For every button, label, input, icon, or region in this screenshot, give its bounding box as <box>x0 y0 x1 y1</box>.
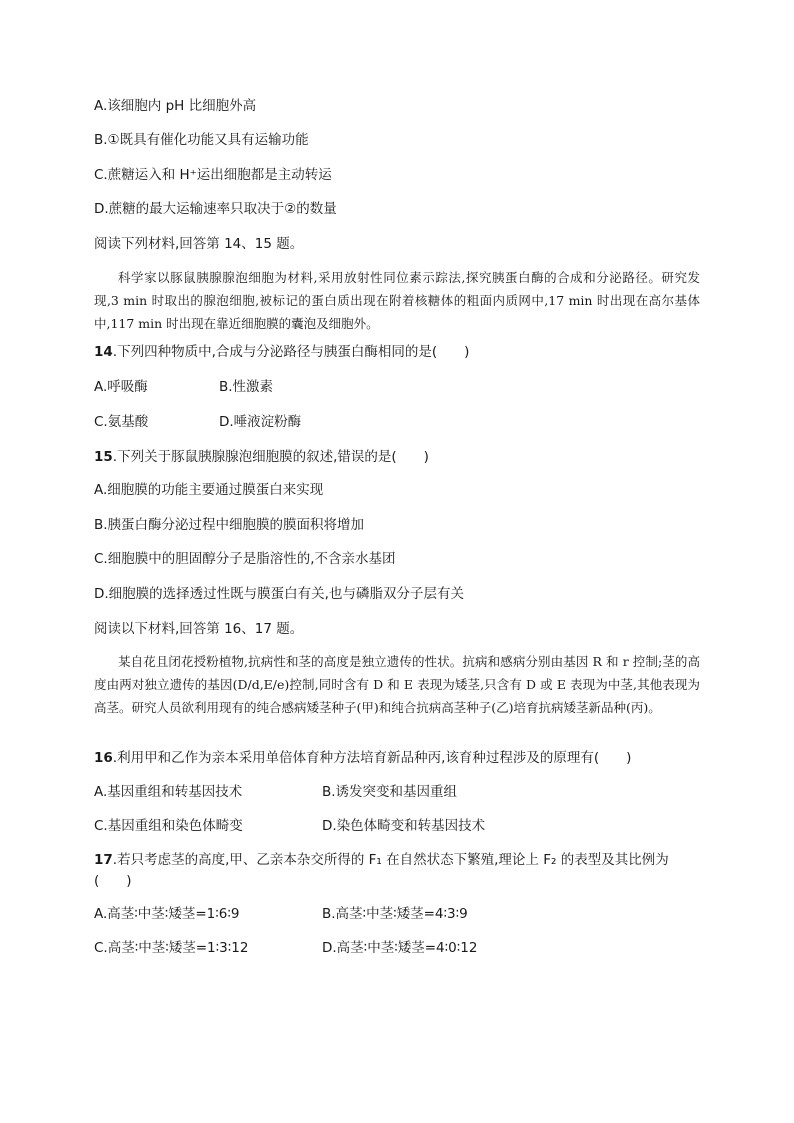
q14-text: .下列四种物质中,合成与分泌路径与胰蛋白酶相同的是( ) <box>112 344 470 360</box>
q17-option-b: B.高茎∶中茎∶矮茎=4∶3∶9 <box>322 906 468 922</box>
material-passage-2: 某自花且闭花授粉植物,抗病性和茎的高度是独立遗传的性状。抗病和感病分别由基因 R 和 r 控制;茎的高度由两对独立遗传的基因(D/d,E/e)控制,同时含有 D 和 E 表现为矮茎,只含有 D 或 E 表现为中茎,其他表现为高茎。研究人员欲利用现有的纯合感病矮茎种子(甲)和纯合抗病高茎种子(乙)培育抗病矮茎新品种(丙)。 <box>94 654 700 715</box>
q13-option-d: D.蔗糖的最大运输速率只取决于②的数量 <box>94 201 337 217</box>
q17-number: 17 <box>94 852 113 868</box>
material-passage-1: 科学家以豚鼠胰腺腺泡细胞为材料,采用放射性同位素示踪法,探究胰蛋白酶的合成和分泌路径。研究发现,3 min 时取出的腺泡细胞,被标记的蛋白质出现在附着核糖体的粗面内质网中,17 min 时出现在高尔基体中,117 min 时出现在靠近细胞膜的囊泡及细胞外。 <box>94 270 700 331</box>
q17-answer-blank: ( ) <box>94 873 132 889</box>
q14-option-c: C.氨基酸 <box>94 414 149 430</box>
q15-option-c: C.细胞膜中的胆固醇分子是脂溶性的,不含亲水基团 <box>94 551 396 567</box>
q15-option-a: A.细胞膜的功能主要通过膜蛋白来实现 <box>94 482 324 498</box>
material-intro-14-15: 阅读下列材料,回答第 14、15 题。 <box>94 236 304 252</box>
q14-option-a: A.呼吸酶 <box>94 379 148 395</box>
q14-option-d: D.唾液淀粉酶 <box>219 414 302 430</box>
q15-text: .下列关于豚鼠胰腺腺泡细胞膜的叙述,错误的是( ) <box>112 449 429 465</box>
q16-option-d: D.染色体畸变和转基因技术 <box>322 818 486 834</box>
q16-number: 16 <box>94 750 113 766</box>
q13-option-a: A.该细胞内 pH 比细胞外高 <box>94 98 257 114</box>
q17-option-a: A.高茎∶中茎∶矮茎=1∶6∶9 <box>94 906 240 922</box>
q16-stem <box>94 749 631 767</box>
q15-option-d: D.细胞膜的选择透过性既与膜蛋白有关,也与磷脂双分子层有关 <box>94 586 464 602</box>
q14-option-b: B.性激素 <box>219 379 274 395</box>
q15-option-b: B.胰蛋白酶分泌过程中细胞膜的膜面积将增加 <box>94 517 365 533</box>
q16-text: .利用甲和乙作为亲本采用单倍体育种方法培育新品种丙,该育种过程涉及的原理有( ) <box>112 750 632 766</box>
q17-text: .若只考虑茎的高度,甲、乙亲本杂交所得的 F₁ 在自然状态下繁殖,理论上 F₂ 的表型及其比例为 <box>112 852 669 868</box>
q13-option-c: C.蔗糖运入和 H⁺运出细胞都是主动转运 <box>94 167 332 183</box>
q13-option-b: B.①既具有催化功能又具有运输功能 <box>94 132 309 148</box>
q16-option-a: A.基因重组和转基因技术 <box>94 784 243 800</box>
q17-stem <box>94 851 669 869</box>
q16-option-c: C.基因重组和染色体畸变 <box>94 818 243 834</box>
q15-stem <box>94 448 429 466</box>
q15-number: 15 <box>94 449 113 465</box>
q14-number: 14 <box>94 344 113 360</box>
q17-option-c: C.高茎∶中茎∶矮茎=1∶3∶12 <box>94 940 249 956</box>
q17-option-d: D.高茎∶中茎∶矮茎=4∶0∶12 <box>322 940 478 956</box>
q16-option-b: B.诱发突变和基因重组 <box>322 784 458 800</box>
material-intro-16-17: 阅读以下材料,回答第 16、17 题。 <box>94 621 304 637</box>
q14-stem <box>94 343 469 361</box>
